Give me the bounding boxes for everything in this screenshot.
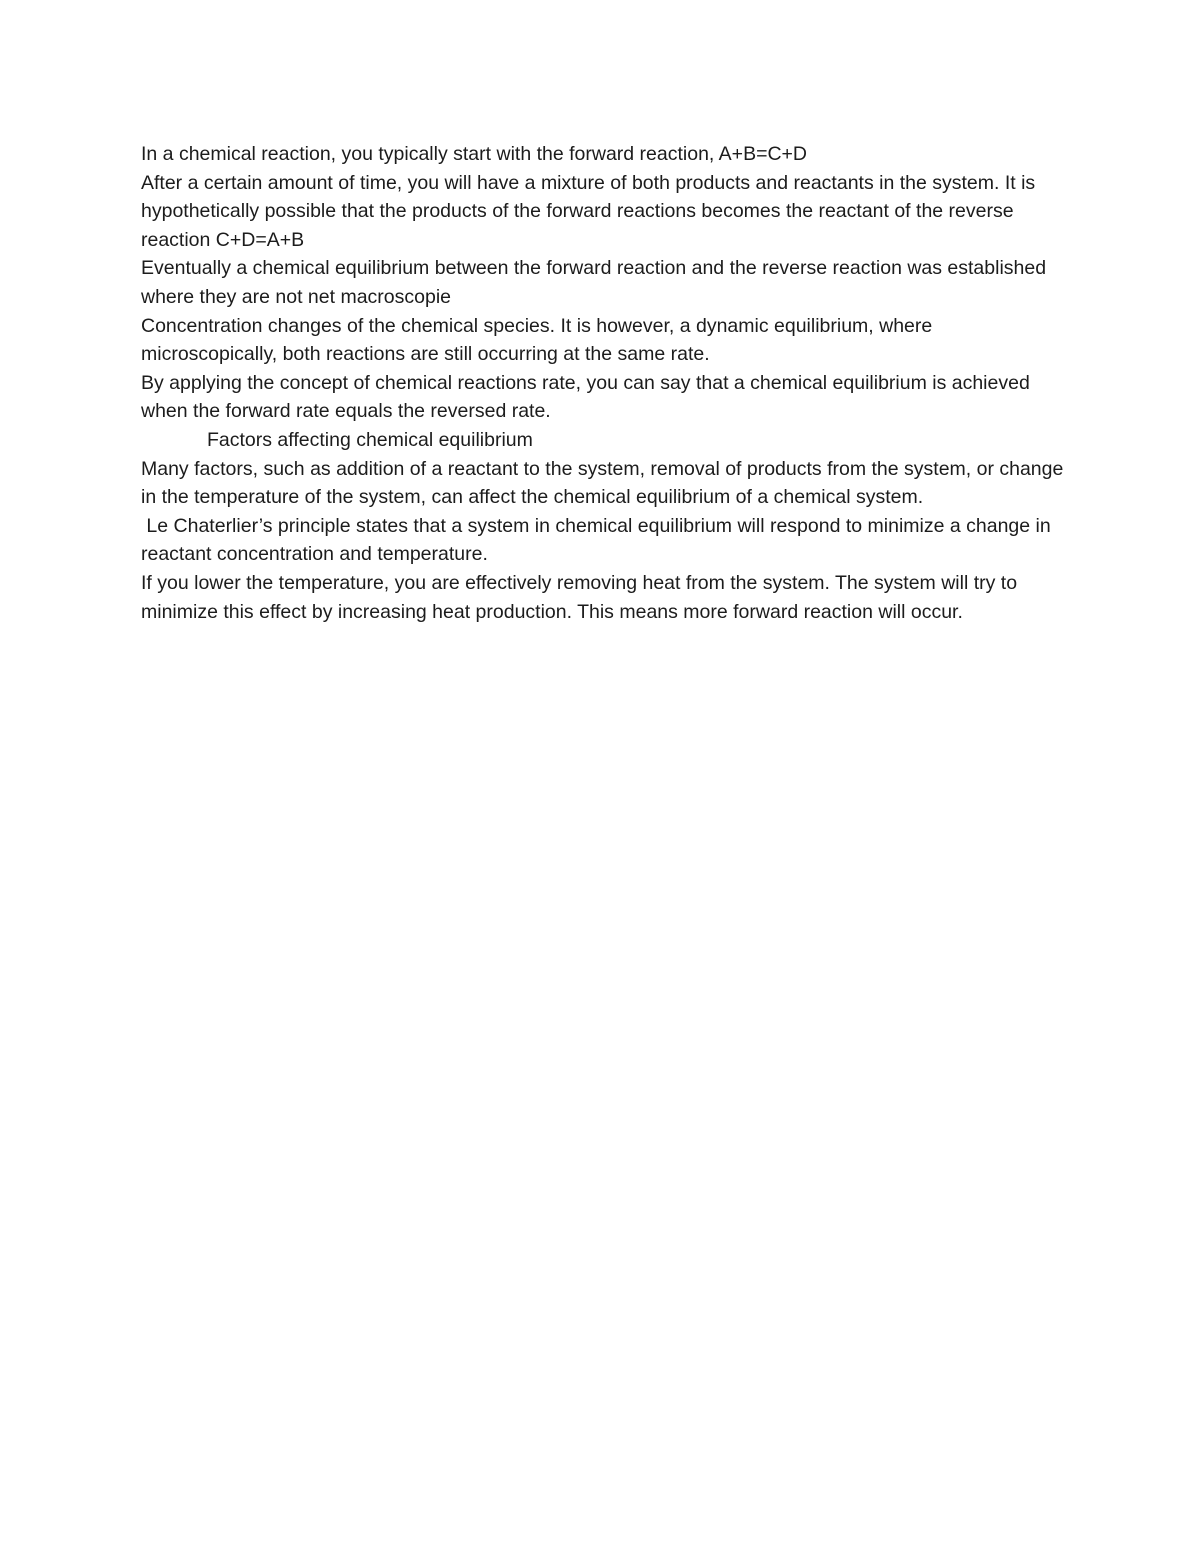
paragraph-concentration: Concentration changes of the chemical species. It is however, a dynamic equilibrium, where microscopically, both reactions are still occurring at the same rate. [141,314,933,366]
paragraph-le-chatelier: Le Chaterlier’s principle states that a system in chemical equilibrium will respond to minimize a change in reactant concentration and temperature. [141,514,1057,566]
paragraph-factors: Many factors, such as addition of a reactant to the system, removal of products from the system, or change in the temperature of the system, can affect the chemical equilibrium of a chemical system. [141,457,1064,509]
section-heading: Factors affecting chemical equilibrium [207,428,533,451]
paragraph-forward-reaction: In a chemical reaction, you typically start with the forward reaction, A+B=C+D [141,143,808,165]
paragraph-mixture: After a certain amount of time, you will have a mixture of both products and reactants in the system. It is hypothetically possible that the products of the forward reactions becomes the reactant of the reverse reaction C+D=A+B [141,171,1036,251]
paragraph-temperature: If you lower the temperature, you are effectively removing heat from the system. The system will try to minimize this effect by increasing heat production. This means more forward reaction will occur. [141,571,1018,623]
paragraph-reaction-rate: By applying the concept of chemical reactions rate, you can say that a chemical equilibrium is achieved when the forward rate equals the reversed rate. [141,371,1030,423]
document-body [141,140,1066,626]
paragraph-equilibrium: Eventually a chemical equilibrium between the forward reaction and the reverse reaction was established where they are not net macroscopie [141,257,1047,308]
